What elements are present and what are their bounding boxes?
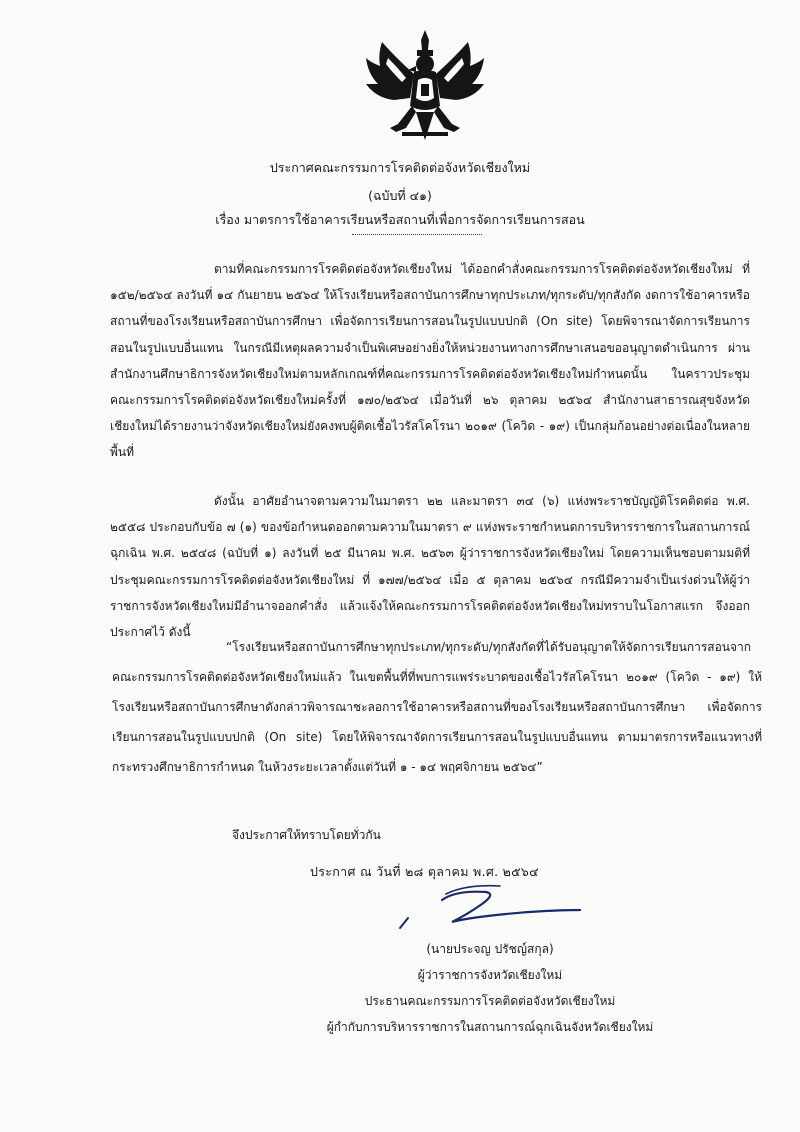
signatory-position-governor: ผู้ว่าราชการจังหวัดเชียงใหม่: [417, 968, 563, 982]
announcement-quote: “โรงเรียนหรือสถาบันการศึกษาทุกประเภท/ทุกระดับ/ทุกสังกัดที่ได้รับอนุญาตให้จัดการเรียนการสอนจากคณะกรรมการโรคติดต่อจังหวัดเชียงใหม่แล้ว ในเขตพื้นที่ที่พบการแพร่ระบาดของเชื้อไวรัสโคโรนา ๒๐๑๙ (โควิด - ๑๙) ให้โรงเรียนหรือสถาบันการศึกษาดังกล่าวพิจารณาชะลอการใช้อาคารหรือสถานที่ของโรงเรียนหรือสถาบันการศึกษา เพื่อจัดการเรียนการสอนในรูปแบบปกติ (On site) โดยให้พิจารณาจัดการเรียนการสอนในรูปแบบอื่นแทน ตามมาตรการหรือแนวทางที่กระทรวงศึกษาธิการกำหนด ในห้วงระยะเวลาตั้งแต่วันที่ ๑ - ๑๔ พฤศจิกายน ๒๕๖๔”: [112, 640, 762, 774]
signatory-name: (นายประจญ ปรัชญ์สกุล): [426, 942, 554, 956]
body-paragraph-2: ดังนั้น อาศัยอำนาจตามความในมาตรา ๒๒ และมาตรา ๓๔ (๖) แห่งพระราชบัญญัติโรคติดต่อ พ.ศ. ๒๕๕๘ ประกอบกับข้อ ๗ (๑) ของข้อกำหนดออกตามความในมาตรา ๙ แห่งพระราชกำหนดการบริหารราชการในสถานการณ์ฉุกเฉิน พ.ศ. ๒๕๔๘ (ฉบับที่ ๑) ลงวันที่ ๒๕ มีนาคม พ.ศ. ๒๕๖๓ ผู้ว่าราชการจังหวัดเชียงใหม่ โดยความเห็นชอบตามมติที่ประชุมคณะกรรมการโรคติดต่อจังหวัดเชียงใหม่ ที่ ๑๗๗/๒๕๖๔ เมื่อ ๕ ตุลาคม ๒๕๖๔ กรณีมีความจำเป็นเร่งด่วนให้ผู้ว่าราชการจังหวัดเชียงใหม่มีอำนาจออกคำสั่ง แล้วแจ้งให้คณะกรรมการโรคติดต่อจังหวัดเชียงใหม่ทราบในโอกาสแรก จึงออกประกาศไว้ ดังนี้: [110, 494, 750, 640]
closing-line: จึงประกาศให้ทราบโดยทั่วกัน: [232, 828, 381, 842]
garuda-emblem-icon: [362, 28, 488, 146]
announcement-subject: เรื่อง มาตรการใช้อาคารเรียนหรือสถานที่เพื่อการจัดการเรียนการสอน: [215, 212, 585, 227]
handwritten-signature: [396, 880, 586, 940]
signatory-position-chair: ประธานคณะกรรมการโรคติดต่อจังหวัดเชียงใหม่: [364, 994, 616, 1008]
divider: [352, 234, 482, 235]
signatory-position-emergency: ผู้กำกับการบริหารราชการในสถานการณ์ฉุกเฉินจังหวัดเชียงใหม่: [326, 1020, 654, 1034]
issue-number: (ฉบับที่ ๔๑): [368, 188, 432, 203]
body-paragraph-1: ตามที่คณะกรรมการโรคติดต่อจังหวัดเชียงใหม่ ได้ออกคำสั่งคณะกรรมการโรคติดต่อจังหวัดเชียงใหม่ ที่ ๑๕๒/๒๕๖๔ ลงวันที่ ๑๔ กันยายน ๒๕๖๔ ให้โรงเรียนหรือสถาบันการศึกษาทุกประเภท/ทุกระดับ/ทุกสังกัด งดการใช้อาคารหรือสถานที่ของโรงเรียนหรือสถาบันการศึกษา เพื่อจัดการเรียนการสอนในรูปแบบปกติ (On site) โดยพิจารณาจัดการเรียนการสอนในรูปแบบอื่นแทน ในกรณีมีเหตุผลความจำเป็นพิเศษอย่างยิ่งให้หน่วยงานทางการศึกษาเสนอขออนุญาตดำเนินการ ผ่านสำนักงานศึกษาธิการจังหวัดเชียงใหม่ตามหลักเกณฑ์ที่คณะกรรมการโรคติดต่อจังหวัดเชียงใหม่กำหนดนั้น ในคราวประชุมคณะกรรมการโรคติดต่อจังหวัดเชียงใหม่ครั้งที่ ๑๗๐/๒๕๖๔ เมื่อวันที่ ๒๖ ตุลาคม ๒๕๖๔ สำนักงานสาธารณสุขจังหวัดเชียงใหม่ได้รายงานว่าจังหวัดเชียงใหม่ยังคงพบผู้ติดเชื้อไวรัสโคโรนา ๒๐๑๙ (โควิด - ๑๙) เป็นกลุ่มก้อนอย่างต่อเนื่องในหลายพื้นที่: [110, 262, 750, 460]
announcement-title: ประกาศคณะกรรมการโรคติดต่อจังหวัดเชียงใหม่: [269, 160, 531, 175]
announcement-date: ประกาศ ณ วันที่ ๒๘ ตุลาคม พ.ศ. ๒๕๖๔: [310, 864, 539, 879]
